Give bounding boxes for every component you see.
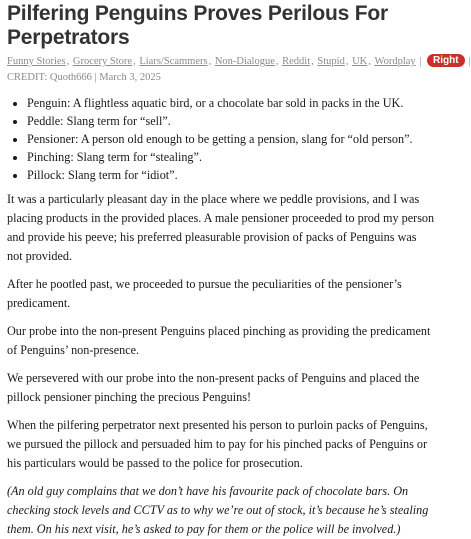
tag-separator: , — [345, 56, 352, 67]
tag-link[interactable]: UK — [352, 56, 368, 67]
story-summary: (An old guy complains that we don’t have his favourite pack of chocolate bars. On checking stock levels and CCTV as to why we’re out of stock, it’s because he’s stealing them. On his next visit, he’s asked to pay for them or the police will be involved.) — [7, 484, 429, 536]
story-paragraph: Our probe into the non-present Penguins placed pinching as providing the predicament of Penguins’ non-presence. — [7, 324, 431, 357]
definition-item: • Penguin: A flightless aquatic bird, or a chocolate bar sold in packs in the UK. — [27, 94, 435, 112]
story-title: Pilfering Penguins Proves Perilous For Perpetrators — [7, 2, 388, 49]
tag-link[interactable]: Non-Dialogue — [214, 56, 275, 67]
tag-link[interactable]: Wordplay — [374, 56, 416, 67]
definition-item: • Pillock: Slang term for “idiot”. — [27, 166, 435, 184]
tag-separator: , — [208, 56, 214, 67]
definition-item: • Pensioner: A person old enough to be getting a pension, slang for “old person”. — [27, 130, 435, 148]
credit-separator: | — [94, 72, 97, 83]
tag-list — [7, 54, 471, 70]
tag-link[interactable]: Reddit — [282, 56, 311, 67]
tag-separator: , — [311, 56, 317, 67]
tag-link[interactable]: Stupid — [317, 56, 345, 67]
story-date: March 3, 2025 — [99, 72, 161, 83]
definition-item: • Peddle: Slang term for “sell”. — [27, 112, 435, 130]
story-paragraph: We persevered with our probe into the non-present packs of Penguins and placed the pillock pensioner pinching the precious Penguins! — [7, 371, 420, 404]
credit-line — [7, 70, 435, 86]
story-paragraph: When the pilfering perpetrator next presented his person to purloin packs of Penguins, we pursued the pillock and persuaded him to pay for his pinched packs of Penguins or his particulars would be passed to the police for prosecution. — [7, 418, 428, 470]
tag-separator: , — [133, 56, 139, 67]
tag-separator: , — [66, 56, 72, 67]
tag-badge-separator: | — [419, 56, 422, 67]
tag-link[interactable]: Funny Stories — [7, 56, 66, 67]
credit-author: CREDIT: Quoth666 — [7, 72, 92, 83]
right-badge[interactable]: Right — [427, 54, 465, 67]
tag-link[interactable]: Liars/Scammers — [139, 56, 208, 67]
tag-separator: , — [368, 56, 374, 67]
definition-item: • Pinching: Slang term for “stealing”. — [27, 148, 435, 166]
definition-list — [7, 94, 435, 184]
story-paragraph: It was a particularly pleasant day in the place where we peddle provisions, and I was placing products in the provided places. A male pensioner proceeded to prod my person and provide his peeve; his preferred pleasurable provision of packs of Penguins was not provided. — [7, 192, 435, 263]
tag-link[interactable]: Grocery Store — [72, 56, 133, 67]
tag-end-separator: | — [468, 56, 471, 67]
story-paragraph: After he pootled past, we proceeded to pursue the peculiarities of the pensioner’s predicament. — [7, 277, 402, 310]
tag-separator: , — [275, 56, 282, 67]
